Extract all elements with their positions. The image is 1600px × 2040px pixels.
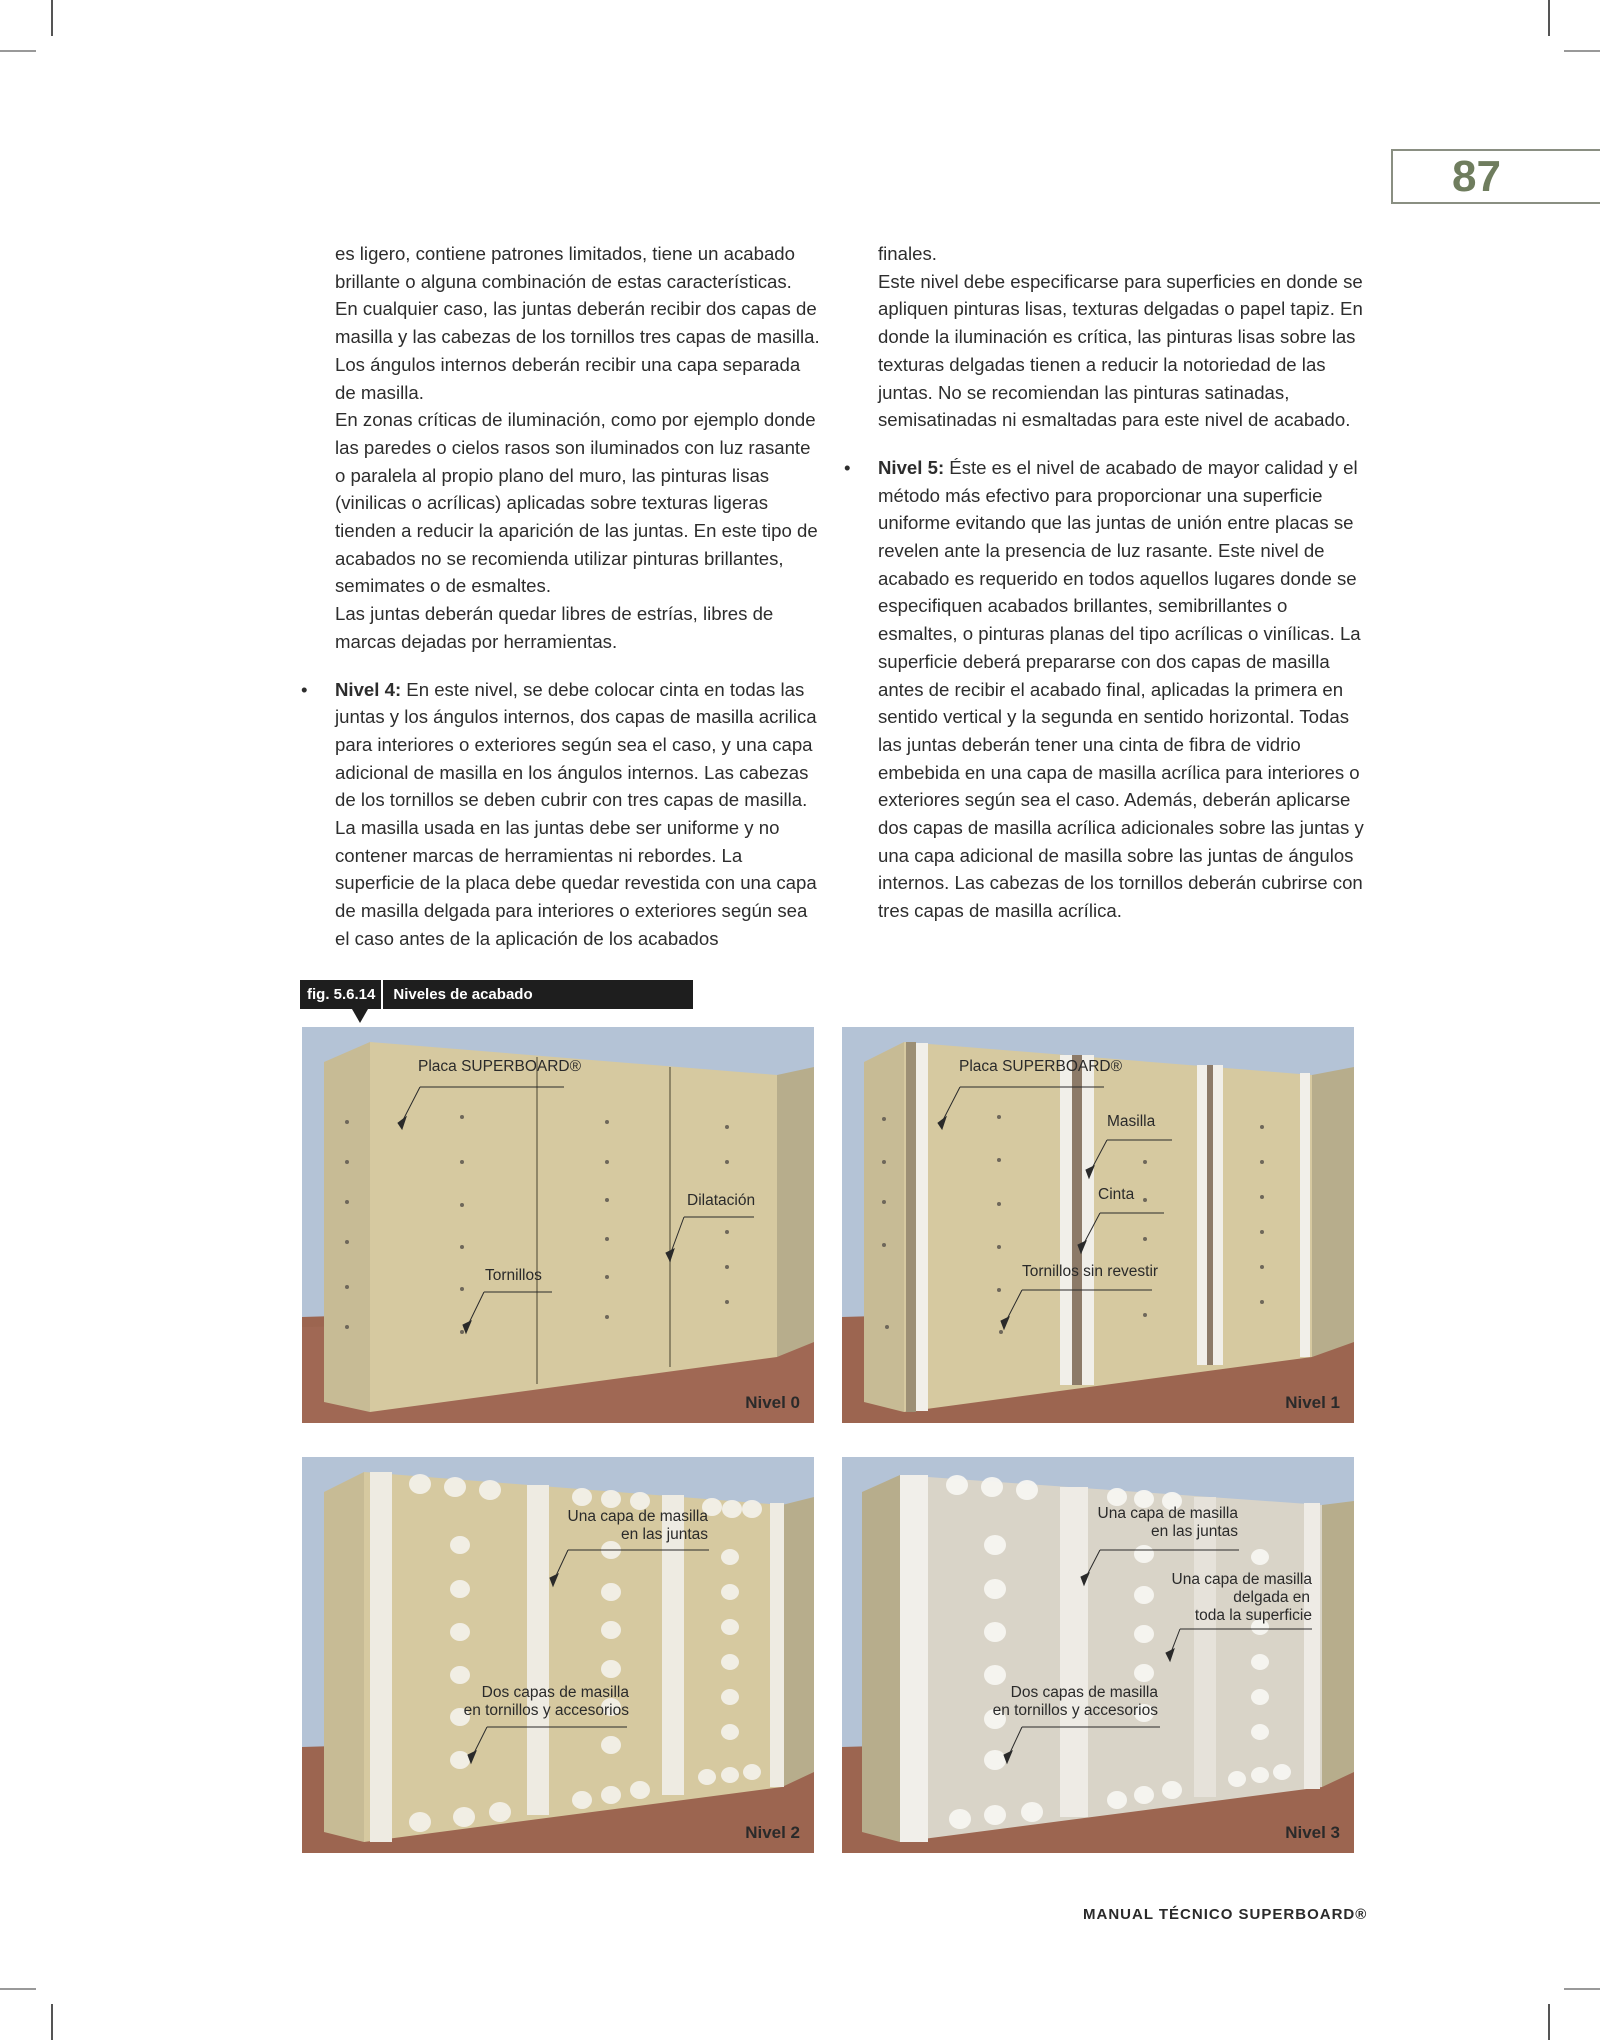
right-column [844,240,1368,925]
callout-label: toda la superficie [1194,1607,1312,1624]
callout-label: delgada en [1233,1589,1310,1606]
footer-title: MANUAL TÉCNICO SUPERBOARD® [1083,1906,1368,1923]
callout-label: Placa SUPERBOARD® [418,1058,582,1075]
callout-label: Una capa de masilla [567,1508,708,1525]
left-column [301,240,825,953]
crop-mark [1564,50,1600,52]
figure-panel-nivel-0 [302,1027,814,1423]
paragraph: Los ángulos internos deberán recibir una capa separada de masilla. [335,353,801,403]
bullet: • [301,678,308,700]
crop-mark [1548,2004,1550,2040]
nivel-4-text: En este nivel, se debe colocar cinta en todas las juntas y los ángulos internos, dos capas de masilla acrilica para interiores o exteriores según sea el caso, y una capa adicional de masilla en los ángulos internos. Las cabezas de los tornillos se deben cubrir con tres capas de masilla. La masilla usada en las juntas debe ser uniforme y no contener marcas de herramientas ni rebordes. La superficie de la placa debe quedar revestida con una capa de masilla delgada para interiores o exteriores según sea el caso antes de la aplicación de los acabados [335,678,817,949]
callout-label: Dos capas de masilla [1010,1684,1158,1701]
nivel-4-item [301,676,825,953]
figure-panel-nivel-3 [842,1457,1354,1853]
figure-panel-nivel-1 [842,1027,1354,1423]
callout-label: Cinta [1098,1186,1135,1203]
crop-mark [0,1988,36,1990]
nivel-5-item [844,454,1368,925]
wall-illustration [842,1027,1354,1423]
callout-label: Dos capas de masilla [481,1684,629,1701]
level-label: Nivel 2 [745,1823,800,1842]
nivel-5-text: Éste es el nivel de acabado de mayor calidad y el método más efectivo para proporcionar una superficie uniforme evitando que las juntas de unión entre placas se revelen ante la presencia de luz rasante. Este nivel de acabado es requerido en todos aquellos lugares donde se especifiquen acabados brillantes, semibrillantes o esmaltes, o pinturas planas del tipo acrílicas o vinílicas. La superficie deberá prepararse con dos capas de masilla antes de recibir el acabado final, aplicadas la primera en sentido vertical y la segunda en sentido horizontal. Todas las juntas deberán tener una cinta de fibra de vidrio embebida en una capa de masilla acrílica para interiores o exteriores según sea el caso. Además, deberán aplicarse dos capas de masilla acrílica adicionales sobre las juntas y una capa adicional de masilla sobre las juntas de ángulos internos. Las cabezas de los tornillos deberán cubrirse con tres capas de masilla acrílica. [878,456,1364,922]
nivel-5-label: Nivel 5: [878,456,945,478]
nivel-4-label: Nivel 4: [335,678,402,700]
paragraph: En cualquier caso, las juntas deberán recibir dos capas de masilla y las cabezas de los tornillos tres capas de masilla. [335,298,820,348]
callout-label: Una capa de masilla [1171,1571,1312,1588]
page-number: 87 [1452,152,1501,201]
crop-mark [0,50,36,52]
callout-label: en tornillos y accesorios [992,1702,1158,1719]
callout-label: Placa SUPERBOARD® [959,1058,1123,1075]
callout-label: Masilla [1107,1113,1156,1130]
callout-label: en tornillos y accesorios [463,1702,629,1719]
wall-illustration [302,1027,814,1423]
level-label: Nivel 0 [745,1393,800,1412]
figure-title: Niveles de acabado [383,980,693,1009]
callout-label: Tornillos sin revestir [1022,1263,1159,1280]
wall-illustration [302,1457,814,1853]
figure-caption-bar [300,980,693,1009]
callout-label: Tornillos [485,1267,542,1284]
figure-panel-nivel-2 [302,1457,814,1853]
crop-mark [1564,1988,1600,1990]
level-label: Nivel 3 [1285,1823,1340,1842]
paragraph: finales. [878,243,937,264]
paragraph: Este nivel debe especificarse para superficies en donde se apliquen pinturas lisas, texturas delgadas o papel tapiz. En donde la iluminación es crítica, las pinturas lisas sobre las texturas delgadas tienen a reducir la notoriedad de las juntas. No se recomiendan las pinturas satinadas, semisatinadas ni esmaltadas para este nivel de acabado. [878,270,1363,431]
level-label: Nivel 1 [1285,1393,1340,1412]
figure-number: fig. 5.6.14 [300,980,381,1009]
crop-mark [51,0,53,36]
crop-mark [51,2004,53,2040]
paragraph: En zonas críticas de iluminación, como por ejemplo donde las paredes o cielos rasos son iluminados con luz rasante o paralela al propio plano del muro, las pinturas lisas (vinilicas o acrílicas) aplicadas sobre texturas ligeras tienden a reducir la aparición de las juntas. En este tipo de acabados no se recomienda utilizar pinturas brillantes, semimates o de esmaltes. [335,409,818,597]
callout-label: Dilatación [687,1192,756,1209]
crop-mark [1548,0,1550,36]
paragraph: Las juntas deberán quedar libres de estrías, libres de marcas dejadas por herramientas. [335,603,774,652]
callout-label: en las juntas [1150,1523,1238,1540]
callout-label: Una capa de masilla [1097,1505,1238,1522]
paragraph: es ligero, contiene patrones limitados, tiene un acabado brillante o alguna combinación de estas características. [335,243,795,292]
bullet: • [844,456,851,478]
callout-label: en las juntas [620,1526,708,1543]
